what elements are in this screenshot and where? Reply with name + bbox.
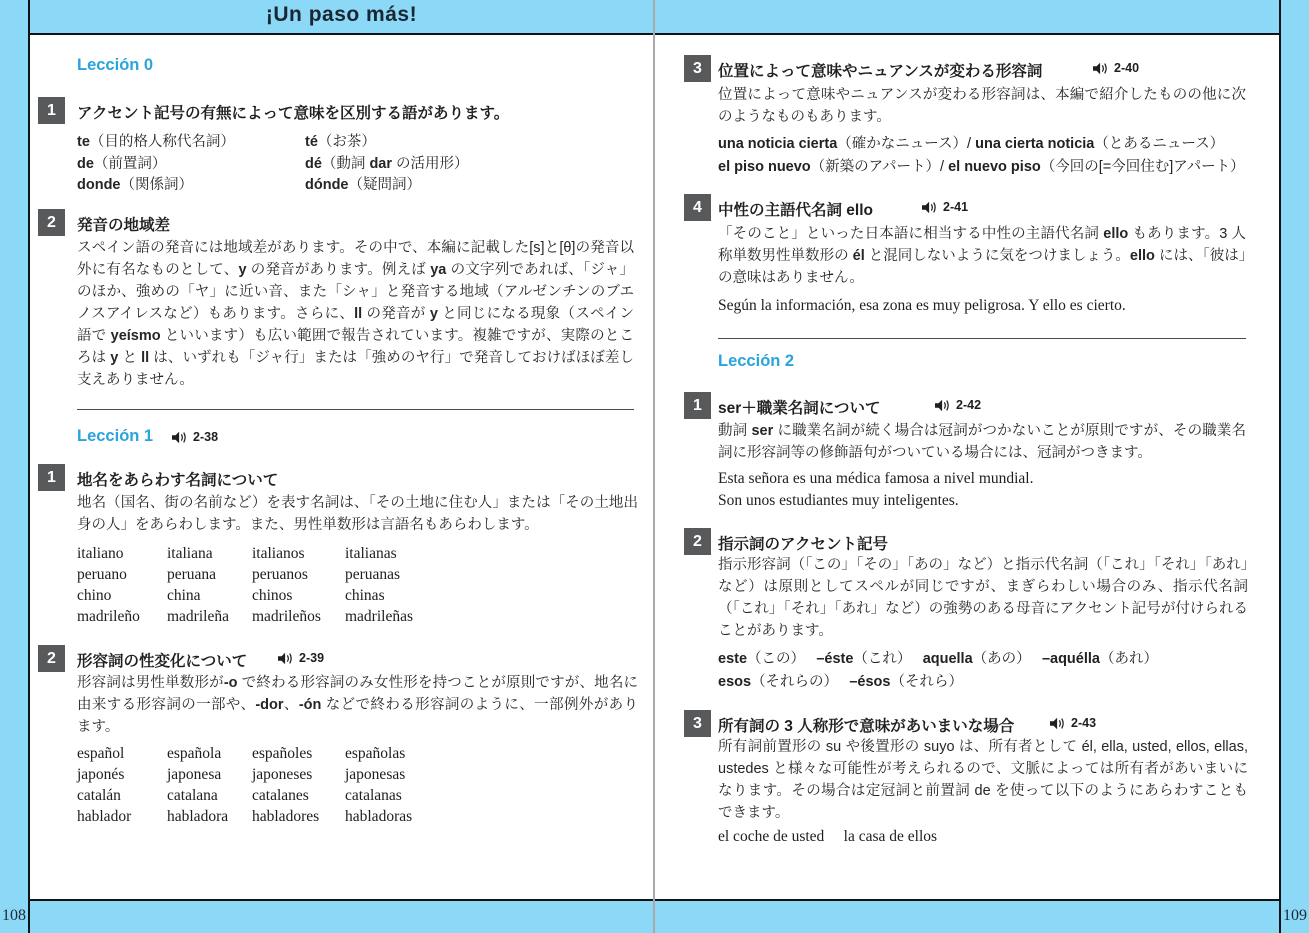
text-run: で終わる形容詞のみ女性形を持つことが原則ですが、地名に由来する形容詞の一部や、 [77, 675, 639, 713]
word-pair-row [77, 173, 469, 195]
audio-track-number: 2-42 [956, 398, 982, 412]
vocab-cell: chinos [252, 587, 293, 604]
vocab-cell: hablador [77, 808, 132, 825]
vocab-cell: chinas [345, 587, 385, 604]
example-line [718, 133, 1224, 156]
text-run: ya [430, 262, 447, 278]
audio-track-number: 2-40 [1114, 61, 1140, 75]
section-divider-rule [77, 409, 634, 410]
text-run: （今回の[=今回住む]アパート） [1040, 159, 1245, 175]
section-number-badge: 3 [684, 710, 711, 737]
word-pair [305, 134, 376, 150]
audio-track-number: 2-43 [1071, 716, 1097, 730]
text-run: dónde [305, 177, 349, 193]
text-run: と混同しないように気をつけましょう。 [864, 248, 1130, 264]
text-run: は、いずれも「ジャ行」または「強めのヤ行」で発音しておけばほぼ差し支えありません。 [77, 350, 634, 388]
section-divider-rule [718, 338, 1246, 339]
text-run: と [118, 350, 142, 366]
page-title: ¡Un paso más! [265, 3, 418, 26]
section-number-badge: 4 [684, 194, 711, 221]
text-run: （新築のアパート）/ [810, 159, 949, 175]
text-run: una cierta noticia [975, 136, 1095, 152]
section-number-badge: 2 [684, 528, 711, 555]
text-run: -ón [298, 697, 322, 713]
example-sentence: Según la información, esa zona es muy peligrosa. Y ello es cierto. [718, 297, 1126, 314]
text-run: -dor [255, 697, 284, 713]
section-number-badge: 1 [38, 97, 65, 124]
vocab-cell: italianos [252, 545, 305, 562]
section-title: 位置によって意味やニュアンスが変わる形容詞 [718, 63, 1043, 80]
page-number-left: 108 [2, 907, 26, 924]
body-paragraph [77, 237, 634, 391]
vocab-cell: peruanas [345, 566, 401, 583]
example-sentence: Son unos estudiantes muy inteligentes. [718, 492, 959, 509]
text-run: –éste [816, 651, 854, 667]
section-title: 地名をあらわす名詞について [77, 472, 279, 489]
vocab-cell: japonesa [167, 766, 222, 783]
text-run: （目的格人称代名詞） [89, 134, 235, 150]
text-run: の発音があります。例えば [246, 262, 431, 278]
audio-track-number: 2-39 [299, 651, 325, 665]
vocab-cell: madrileña [167, 608, 229, 625]
text-run: などで終わる形容詞のように、一部例外があります。 [77, 697, 638, 735]
audio-track-number: 2-41 [943, 200, 969, 214]
audio-track-label [278, 651, 324, 665]
text-run: スペイン語の発音には地域差があります。その中で、本編に記載した[s]と[θ]の発音以外に有名なものとして、 [77, 240, 634, 278]
vocab-cell: italianas [345, 545, 397, 562]
text-run: –aquélla [1041, 651, 1100, 667]
example-line [718, 671, 963, 694]
text-run: –ésos [849, 674, 891, 690]
section-title: 形容詞の性変化について [77, 653, 248, 670]
word-pair [77, 130, 305, 151]
text-run: y [429, 306, 438, 322]
example-line [718, 156, 1245, 179]
vocab-cell: japoneses [252, 766, 313, 783]
vocab-cell: japonés [77, 766, 125, 783]
body-paragraph [77, 672, 638, 738]
section-number-badge: 2 [38, 645, 65, 672]
vocab-cell: italiano [77, 545, 124, 562]
audio-track-label [1093, 61, 1139, 75]
text-run: には、「彼は」の意味はありません。 [718, 248, 1246, 286]
section-title: 指示詞のアクセント記号 [718, 536, 889, 553]
text-run: もあります。3 人称単数男性単数形の [718, 226, 1246, 264]
text-run: に職業名詞が続く場合は冠詞がつかないことが原則ですが、その職業名詞に形容詞等の修飾語句がついている場合には、冠詞がつきます。 [718, 423, 1247, 461]
vocab-cell: madrileñas [345, 608, 414, 625]
audio-track-label [935, 398, 981, 412]
vocab-cell: chino [77, 587, 112, 604]
section-title: 発音の地域差 [77, 217, 171, 234]
text-run: （これ） [853, 651, 923, 667]
vocab-cell: catalanes [252, 787, 309, 804]
vocab-cell: peruano [77, 566, 127, 583]
vocab-cell: madrileños [252, 608, 321, 625]
body-paragraph [718, 420, 1246, 464]
audio-track-label [922, 200, 968, 214]
word-pair-row [77, 130, 469, 152]
text-run: él [852, 248, 865, 264]
speaker-icon [278, 652, 294, 665]
text-run: dar [369, 155, 393, 172]
text-run: de [77, 155, 94, 172]
text-run: と同じになる現象（スペイン語で [77, 306, 634, 344]
text-run: 「そのこと」といった日本語に相当する中性の主語代名詞 [718, 226, 1104, 242]
vocab-cell: español [77, 745, 125, 762]
vocab-cell: españoles [252, 745, 313, 762]
right-edge-strip [1279, 0, 1309, 933]
body-paragraph [718, 554, 1248, 642]
example-sentence: Esta señora es una médica famosa a nivel mundial. [718, 470, 1034, 487]
audio-track-label [172, 430, 218, 444]
word-pair [77, 152, 305, 173]
vocab-cell: españolas [345, 745, 406, 762]
text-run: の活用形） [392, 155, 469, 172]
vocab-cell: peruanos [252, 566, 308, 583]
audio-track-number: 2-38 [193, 430, 219, 444]
section-number-badge: 1 [38, 464, 65, 491]
speaker-icon [1093, 62, 1109, 75]
text-run: （この） [747, 651, 817, 667]
vocab-cell: peruana [167, 566, 217, 583]
lesson0-heading: Lección 0 [77, 56, 154, 74]
text-run: esos [718, 674, 752, 690]
page-number-right: 109 [1283, 907, 1307, 924]
text-run: （疑問詞） [348, 177, 421, 193]
example-sentence: el coche de usted la casa de ellos [718, 828, 938, 845]
lesson1-heading: Lección 1 [77, 427, 154, 445]
example-line [718, 648, 1158, 671]
place-noun-forms-table [77, 543, 413, 627]
section-title: アクセント記号の有無によって意味を区別する語があります。 [77, 105, 510, 122]
text-run: （あれ） [1099, 651, 1158, 667]
section-title: ser＋職業名詞について [718, 400, 881, 417]
text-run: ello [1103, 226, 1129, 242]
vocab-cell: italiana [167, 545, 213, 562]
text-run: （確かなニュース）/ [837, 136, 976, 152]
accent-word-pairs [77, 130, 469, 195]
vocab-cell: catalanas [345, 787, 402, 804]
text-run: （関係詞） [120, 177, 193, 193]
text-run: （それら） [890, 674, 963, 690]
vocab-cell: madrileño [77, 608, 140, 625]
vocab-cell: habladora [167, 808, 229, 825]
text-run: -o [223, 675, 238, 691]
speaker-icon [1050, 717, 1066, 730]
text-run: 位置によって意味やニュアンスが変わる形容詞は、本編で紹介したものの他に次のようなものもあります。 [718, 87, 1246, 125]
text-run: el piso nuevo [718, 159, 811, 175]
word-pair [305, 156, 469, 172]
text-run: （とあるニュース） [1094, 136, 1225, 152]
text-run: donde [77, 177, 121, 193]
word-pair-row [77, 152, 469, 174]
left-edge-strip [0, 0, 30, 933]
text-run: 、 [283, 697, 299, 713]
text-run: una noticia cierta [718, 136, 838, 152]
text-run: yeísmo [110, 328, 161, 344]
vocab-cell: habladoras [345, 808, 413, 825]
speaker-icon [935, 399, 951, 412]
section-title: 中性の主語代名詞 ello [718, 202, 874, 219]
text-run: té [305, 134, 318, 150]
text-run: （あの） [972, 651, 1042, 667]
text-run: といいます）も広い範囲で報告されています。複雑ですが、実際のところは [77, 328, 634, 366]
text-run: ser [751, 423, 774, 439]
text-run: ello [1129, 248, 1155, 264]
text-run: el nuevo piso [948, 159, 1041, 175]
text-run: 形容詞は男性単数形が [77, 675, 224, 691]
text-run: 地名（国名、街の名前など）を表す名詞は、「その土地に住む人」または「その土地出身の人」をあらわします。また、男性単数形は言語名もあらわします。 [77, 495, 638, 533]
text-run: の文字列であれば、「ジャ」のほか、強めの「ヤ」に近い音、また「シャ」と発音する地域（アルゼンチンのブエノスアイレスなど）もあります。さらに、 [77, 262, 634, 322]
text-run: y [110, 350, 119, 366]
text-run: 指示形容詞（「この」「その」「あの」など）と指示代名詞（「これ」「それ」「あれ」など）は原則としてスペルが同じですが、まぎらわしい場合のみ、指示代名詞（「これ」「それ」「あれ」など）の強勢のある母音にアクセント記号が付けられることがあります。 [718, 557, 1248, 639]
adjective-forms-table [77, 743, 412, 827]
text-run: （お茶） [317, 134, 376, 150]
body-paragraph [77, 492, 638, 536]
word-pair [77, 173, 305, 194]
text-run: te [77, 134, 90, 150]
text-run: （前置詞） [93, 155, 167, 172]
text-run: （動詞 [321, 155, 370, 172]
page-spine-divider [653, 0, 655, 933]
text-run: y [238, 262, 247, 278]
text-run: 所有詞前置形の su や後置形の suyo は、所有者として él, ella, usted, ellos, ellas, ustedes と様々な可能性が考えられるので、文脈によっては所有者があいまいになります。その場合は定冠詞と前置詞 de を使って以下のようにあらわすこともできます。 [718, 739, 1248, 821]
vocab-cell: catalana [167, 787, 218, 804]
text-run: （それらの） [751, 674, 850, 690]
text-run: ll [354, 306, 363, 322]
text-run: aquella [922, 651, 973, 667]
text-run: 動詞 [718, 423, 752, 439]
vocab-cell: catalán [77, 787, 121, 804]
body-paragraph [718, 736, 1248, 824]
speaker-icon [922, 201, 938, 214]
text-run: の発音が [362, 306, 430, 322]
vocab-cell: española [167, 745, 222, 762]
section-number-badge: 1 [684, 392, 711, 419]
section-title: 所有詞の 3 人称形で意味があいまいな場合 [718, 718, 1015, 735]
vocab-cell: japonesas [345, 766, 406, 783]
text-run: ll [141, 350, 150, 366]
text-run: este [718, 651, 748, 667]
body-paragraph [718, 223, 1246, 289]
left-margin-line [28, 0, 30, 933]
lesson2-heading: Lección 2 [718, 352, 795, 370]
right-margin-line [1279, 0, 1281, 933]
vocab-cell: china [167, 587, 201, 604]
body-paragraph [718, 84, 1246, 128]
text-run: dé [305, 155, 322, 172]
speaker-icon [172, 431, 188, 444]
section-number-badge: 3 [684, 55, 711, 82]
vocab-cell: habladores [252, 808, 320, 825]
section-number-badge: 2 [38, 209, 65, 236]
word-pair [305, 177, 421, 193]
audio-track-label [1050, 716, 1096, 730]
